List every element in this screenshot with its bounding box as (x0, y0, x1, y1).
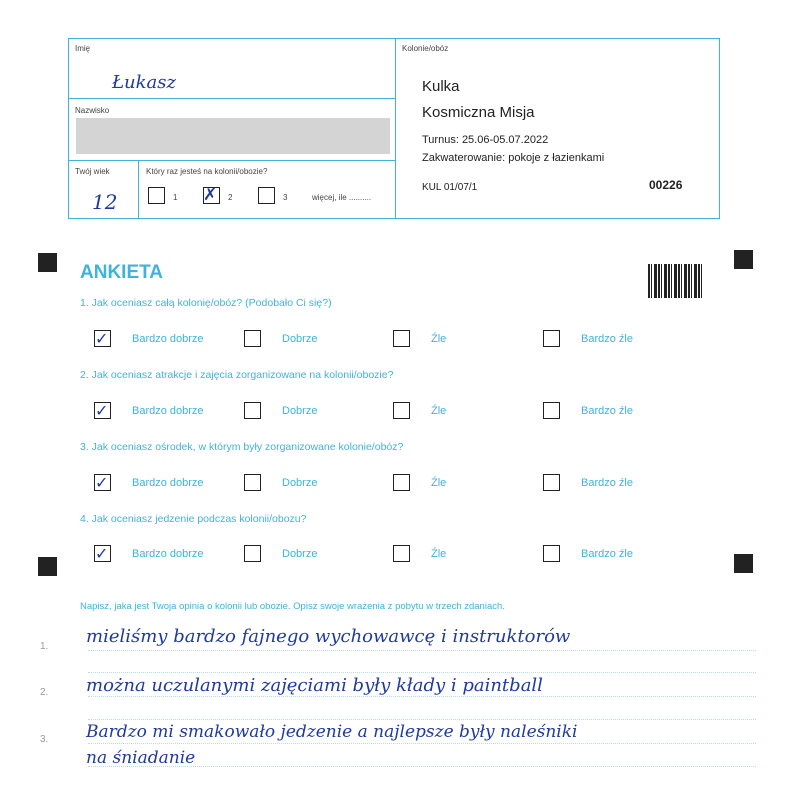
answer-line-3 (88, 743, 756, 744)
q1-option-2: Dobrze (282, 333, 318, 345)
q4-checkbox-bardzo-zle[interactable] (543, 545, 560, 562)
visit-option-3: 3 (283, 193, 288, 202)
name-label: Imię (75, 44, 91, 53)
answer-text-4[interactable]: na śniadanie (86, 748, 196, 768)
visit-option-2: 2 (228, 193, 233, 202)
q4-option-2: Dobrze (282, 548, 318, 560)
answer-line-2b (88, 719, 756, 720)
answer-text-2[interactable]: można uczulanymi zajęciami były kłady i paintball (86, 675, 543, 696)
answer-line-1 (88, 650, 756, 651)
age-value[interactable]: 12 (92, 190, 118, 214)
camp-name: Kulka (422, 78, 460, 95)
visit-checkbox-2[interactable] (203, 187, 220, 204)
answer-text-3[interactable]: Bardzo mi smakowało jedzenie a najlepsze były naleśniki (86, 722, 578, 742)
answer-text-1[interactable]: mieliśmy bardzo fajnego wychowawcę i instruktorów (86, 626, 571, 647)
q2-option-2: Dobrze (282, 405, 318, 417)
q3-option-2: Dobrze (282, 477, 318, 489)
q1-checkbox-bardzo-zle[interactable] (543, 330, 560, 347)
check-mark-icon: ✓ (95, 544, 109, 563)
registration-marker-bottom-right (734, 554, 753, 573)
opinion-prompt: Napisz, jaka jest Twoja opinia o kolonii lub obozie. Opisz swoje wrażenia z pobytu w trzech zdaniach. (80, 601, 505, 612)
q4-checkbox-zle[interactable] (393, 545, 410, 562)
form-number: 00226 (649, 178, 683, 192)
q1-checkbox-dobrze[interactable] (244, 330, 261, 347)
q3-checkbox-dobrze[interactable] (244, 474, 261, 491)
q3-option-1: Bardzo dobrze (132, 477, 204, 489)
q3-option-3: Źle (431, 477, 447, 489)
answer-line-1b (88, 672, 756, 673)
surname-label: Nazwisko (75, 106, 110, 115)
q1-option-4: Bardzo źle (581, 333, 633, 345)
q1-option-1: Bardzo dobrze (132, 333, 204, 345)
age-label: Twój wiek (75, 167, 110, 176)
visit-checkbox-3[interactable] (258, 187, 275, 204)
q3-checkbox-zle[interactable] (393, 474, 410, 491)
registration-marker-top-left (38, 253, 57, 272)
q1-option-3: Źle (431, 333, 447, 345)
q2-checkbox-dobrze[interactable] (244, 402, 261, 419)
answer-line-2 (88, 696, 756, 697)
registration-marker-bottom-left (38, 557, 57, 576)
visit-option-1: 1 (173, 193, 178, 202)
q2-checkbox-bardzo-dobrze[interactable] (94, 402, 111, 419)
q4-checkbox-dobrze[interactable] (244, 545, 261, 562)
q2-option-3: Źle (431, 405, 447, 417)
camp-turnus: Turnus: 25.06-05.07.2022 (422, 134, 549, 146)
header-divider-age (138, 160, 139, 219)
question-4: 4. Jak oceniasz jedzenie podczas kolonii/obozu? (80, 513, 307, 525)
question-3: 3. Jak oceniasz ośrodek, w którym były zorganizowane kolonie/obóz? (80, 441, 404, 453)
check-mark-icon: ✓ (95, 473, 109, 492)
line-number-3: 3. (40, 734, 49, 745)
q2-checkbox-bardzo-zle[interactable] (543, 402, 560, 419)
header-divider-2 (68, 160, 395, 161)
check-mark-icon: ✓ (95, 401, 109, 420)
question-2: 2. Jak oceniasz atrakcje i zajęcia zorganizowane na kolonii/obozie? (80, 369, 394, 381)
q4-option-3: Źle (431, 548, 447, 560)
q3-checkbox-bardzo-dobrze[interactable] (94, 474, 111, 491)
name-value[interactable]: Łukasz (112, 72, 176, 93)
survey-title: ANKIETA (80, 262, 164, 283)
q2-option-1: Bardzo dobrze (132, 405, 204, 417)
camp-subtitle: Kosmiczna Misja (422, 104, 535, 121)
visit-checkbox-1[interactable] (148, 187, 165, 204)
barcode (648, 264, 704, 298)
camp-code: KUL 01/07/1 (422, 182, 478, 193)
question-1: 1. Jak oceniasz całą kolonię/obóz? (Podobało Ci się?) (80, 297, 332, 309)
registration-marker-top-right (734, 250, 753, 269)
q2-checkbox-zle[interactable] (393, 402, 410, 419)
visit-count-label: Który raz jesteś na kolonii/obozie? (146, 167, 268, 176)
surname-redacted (76, 118, 390, 154)
visit-option-more: więcej, ile .......... (312, 193, 372, 202)
line-number-2: 2. (40, 687, 49, 698)
q1-checkbox-bardzo-dobrze[interactable] (94, 330, 111, 347)
q2-option-4: Bardzo źle (581, 405, 633, 417)
q1-checkbox-zle[interactable] (393, 330, 410, 347)
q3-option-4: Bardzo źle (581, 477, 633, 489)
q4-option-4: Bardzo źle (581, 548, 633, 560)
header-divider-vertical (395, 38, 396, 219)
camp-label: Kolonie/obóz (402, 44, 449, 53)
header-divider-1 (68, 98, 395, 99)
camp-accommodation: Zakwaterowanie: pokoje z łazienkami (422, 152, 605, 164)
q4-checkbox-bardzo-dobrze[interactable] (94, 545, 111, 562)
q4-option-1: Bardzo dobrze (132, 548, 204, 560)
q3-checkbox-bardzo-zle[interactable] (543, 474, 560, 491)
check-mark-icon: ✗ (203, 185, 218, 205)
check-mark-icon: ✓ (95, 329, 109, 348)
line-number-1: 1. (40, 641, 49, 652)
